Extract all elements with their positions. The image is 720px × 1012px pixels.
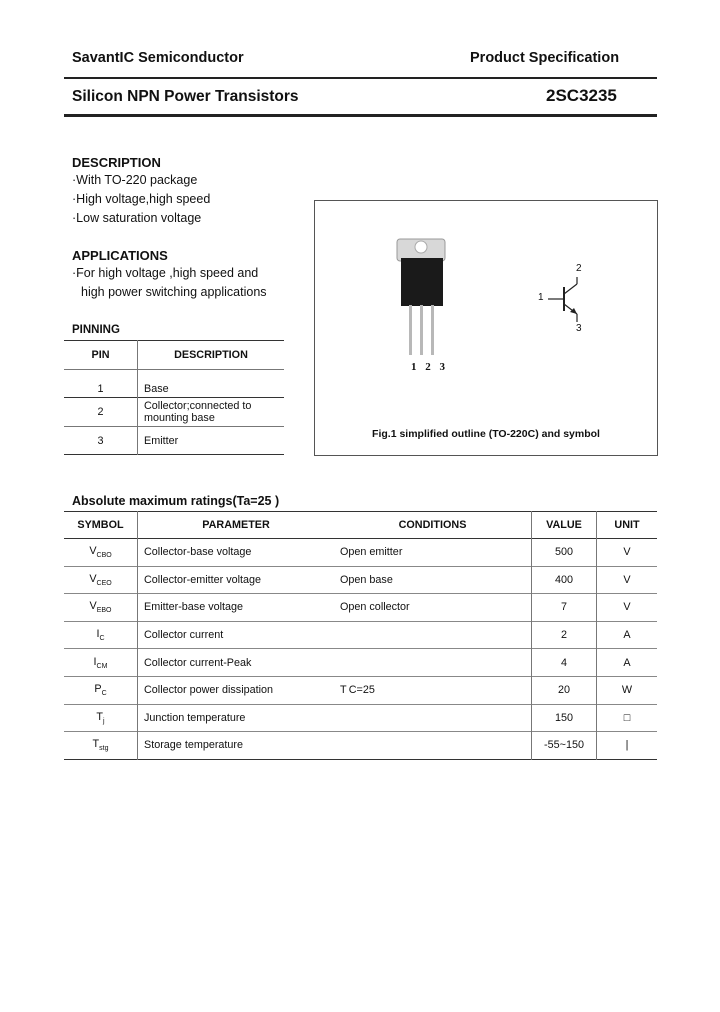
rating-parameter: Collector-base voltage <box>144 546 252 559</box>
table-row <box>64 621 657 649</box>
pin-number: 1 <box>64 370 138 398</box>
rating-conditions <box>334 732 532 760</box>
lead-1 <box>409 305 412 355</box>
collector-line <box>564 284 577 294</box>
rating-symbol: $V_{CBO}$ <box>64 539 138 567</box>
pin-number: 2 <box>64 398 138 427</box>
table-row <box>64 594 657 622</box>
symbol-pin-2: 2 <box>576 263 582 274</box>
rating-unit: V <box>623 546 631 559</box>
symbol-pin-3: 3 <box>576 323 582 334</box>
package-illustration <box>315 201 657 455</box>
table-row <box>64 704 657 732</box>
rating-conditions <box>334 649 532 677</box>
symbol-column-header: SYMBOL <box>64 512 138 539</box>
rating-unit: V <box>623 601 631 614</box>
description-item: ·Low saturation voltage <box>72 211 202 225</box>
applications-line: high power switching applications <box>81 285 267 299</box>
rating-symbol: $T_{stg}$ <box>64 732 138 760</box>
table-row <box>64 649 657 677</box>
figure-box <box>314 200 658 456</box>
description-item: ·High voltage,high speed <box>72 192 211 206</box>
table-row <box>64 732 657 760</box>
rating-symbol: $V_{EBO}$ <box>64 594 138 622</box>
rating-conditions: Open base <box>334 566 532 594</box>
description-list <box>72 171 210 228</box>
header-rule-bottom <box>64 114 657 117</box>
ratings-table <box>64 511 657 760</box>
rating-parameter: Junction temperature <box>144 711 246 724</box>
rating-unit: A <box>623 629 631 642</box>
mounting-hole <box>415 241 427 253</box>
rating-value: -55~150 <box>532 732 597 760</box>
figure-caption: Fig.1 simplified outline (TO-220C) and symbol <box>372 428 600 440</box>
rating-unit: W <box>621 684 633 697</box>
rating-parameter: Collector-emitter voltage <box>144 573 262 586</box>
rating-value: 400 <box>532 566 597 594</box>
table-row <box>64 566 657 594</box>
conditions-column-header: CONDITIONS <box>334 512 532 539</box>
rating-unit: A <box>623 656 631 669</box>
company-name: SavantIC Semiconductor <box>72 50 244 66</box>
rating-value: 2 <box>532 621 597 649</box>
part-number: 2SC3235 <box>546 86 617 105</box>
table-row <box>64 370 284 398</box>
rating-value: 20 <box>532 676 597 704</box>
rating-symbol: $I_C$ <box>64 621 138 649</box>
rating-value: 150 <box>532 704 597 732</box>
symbol-pin-1: 1 <box>538 292 544 303</box>
rating-value: 4 <box>532 649 597 677</box>
pin-column-header: PIN <box>64 341 138 370</box>
description-item: ·With TO-220 package <box>72 173 198 187</box>
rating-symbol: $P_C$ <box>64 676 138 704</box>
document-title: Silicon NPN Power Transistors <box>72 88 299 105</box>
ratings-heading: Absolute maximum ratings(Ta=25 ) <box>72 494 280 508</box>
rating-parameter: Emitter-base voltage <box>144 601 244 614</box>
applications-line: ·For high voltage ,high speed and <box>72 266 259 280</box>
rating-symbol: $T_j$ <box>64 704 138 732</box>
applications-heading: APPLICATIONS <box>72 248 168 263</box>
lead-3 <box>431 305 434 355</box>
parameter-column-header: PARAMETER <box>202 519 270 531</box>
package-body <box>401 258 443 306</box>
table-row <box>64 427 284 455</box>
rating-unit: V <box>623 573 631 586</box>
rating-conditions: Open collector <box>334 594 532 622</box>
rating-parameter: Storage temperature <box>144 739 244 752</box>
rating-symbol: $I_{CM}$ <box>64 649 138 677</box>
pinning-table <box>64 340 284 455</box>
table-row <box>64 398 284 427</box>
pin-description: Base <box>144 383 169 395</box>
pin-description: Collector;connected to mounting base <box>144 400 252 424</box>
header-rule-top <box>64 77 657 79</box>
value-column-header: VALUE <box>532 512 597 539</box>
rating-parameter: Collector current <box>144 629 224 642</box>
table-row <box>64 539 657 567</box>
rating-conditions: T C=25 <box>334 676 532 704</box>
rating-parameter: Collector current-Peak <box>144 656 252 669</box>
package-pin-labels: 1 2 3 <box>411 361 448 373</box>
applications-text <box>72 264 267 302</box>
rating-parameter: Collector power dissipation <box>144 684 274 697</box>
pin-description: Emitter <box>144 434 179 447</box>
ratings-body <box>64 539 657 760</box>
rating-value: 500 <box>532 539 597 567</box>
rating-conditions: Open emitter <box>334 539 532 567</box>
rating-value: 7 <box>532 594 597 622</box>
unit-column-header: UNIT <box>614 519 640 531</box>
rating-symbol: $V_{CEO}$ <box>64 566 138 594</box>
spec-label: Product Specification <box>470 50 620 66</box>
rating-conditions <box>334 621 532 649</box>
rating-conditions <box>334 704 532 732</box>
table-row <box>64 676 657 704</box>
rating-unit: □ <box>623 711 631 724</box>
pinning-heading: PINNING <box>72 324 120 336</box>
lead-2 <box>420 305 423 355</box>
pin-desc-column-header: DESCRIPTION <box>174 349 248 361</box>
pin-number: 3 <box>64 427 138 455</box>
rating-unit: | <box>625 739 629 752</box>
description-heading: DESCRIPTION <box>72 155 161 170</box>
